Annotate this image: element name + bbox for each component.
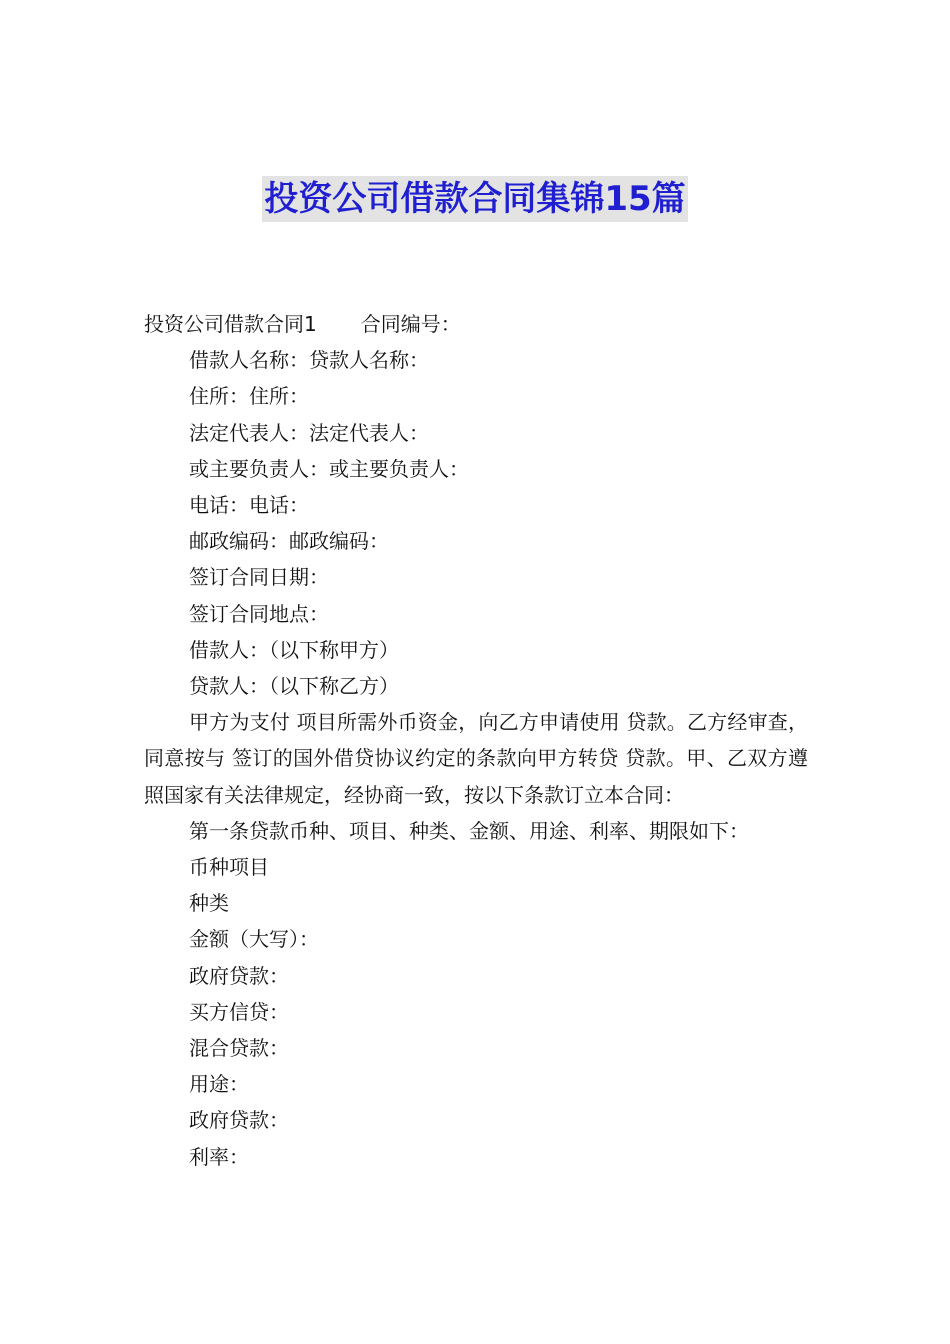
borrower-line: 借款人：（以下称甲方）: [189, 637, 399, 662]
legal-rep-line: 法定代表人：法定代表人：: [189, 420, 429, 445]
address-line: 住所：住所：: [189, 384, 309, 409]
amount-line: 金额（大写）：: [189, 927, 319, 952]
lender-line: 贷款人：（以下称乙方）: [189, 674, 399, 699]
phone-line: 电话：电话：: [189, 493, 309, 518]
government-loan-line: 政府贷款：: [189, 963, 289, 988]
article-one-line: 第一条贷款币种、项目、种类、金额、用途、利率、期限如下：: [189, 818, 749, 843]
currency-project-line: 币种项目: [189, 855, 269, 880]
preamble-paragraph: 甲方为支付 项目所需外币资金，向乙方申请使用 贷款。乙方经审查，同意按与 签订的国外借贷协议约定的条款向甲方转贷 贷款。甲、乙双方遵照国家有关法律规定，经协商一致，按以下条款订立本合同：: [144, 710, 808, 807]
interest-rate-line: 利率：: [189, 1144, 249, 1169]
contract-number-label: 合同编号：: [360, 312, 461, 336]
party-name-line: 借款人名称：贷款人名称：: [189, 348, 429, 373]
title-container: [0, 176, 950, 222]
mixed-loan-line: 混合贷款：: [189, 1036, 289, 1061]
contract-name: 投资公司借款合同1: [144, 312, 317, 336]
buyer-credit-line: 买方信贷：: [189, 999, 289, 1024]
government-loan-line-2: 政府贷款：: [189, 1108, 289, 1133]
type-line: 种类: [189, 891, 229, 916]
document-title: 投资公司借款合同集锦15篇: [262, 176, 687, 222]
purpose-line: 用途：: [189, 1072, 249, 1097]
principal-line: 或主要负责人：或主要负责人：: [189, 456, 469, 481]
sign-place-line: 签订合同地点：: [189, 601, 329, 626]
sign-date-line: 签订合同日期：: [189, 565, 329, 590]
document-body: [144, 306, 808, 1175]
section-heading: [144, 306, 808, 342]
postcode-line: 邮政编码：邮政编码：: [189, 529, 389, 554]
